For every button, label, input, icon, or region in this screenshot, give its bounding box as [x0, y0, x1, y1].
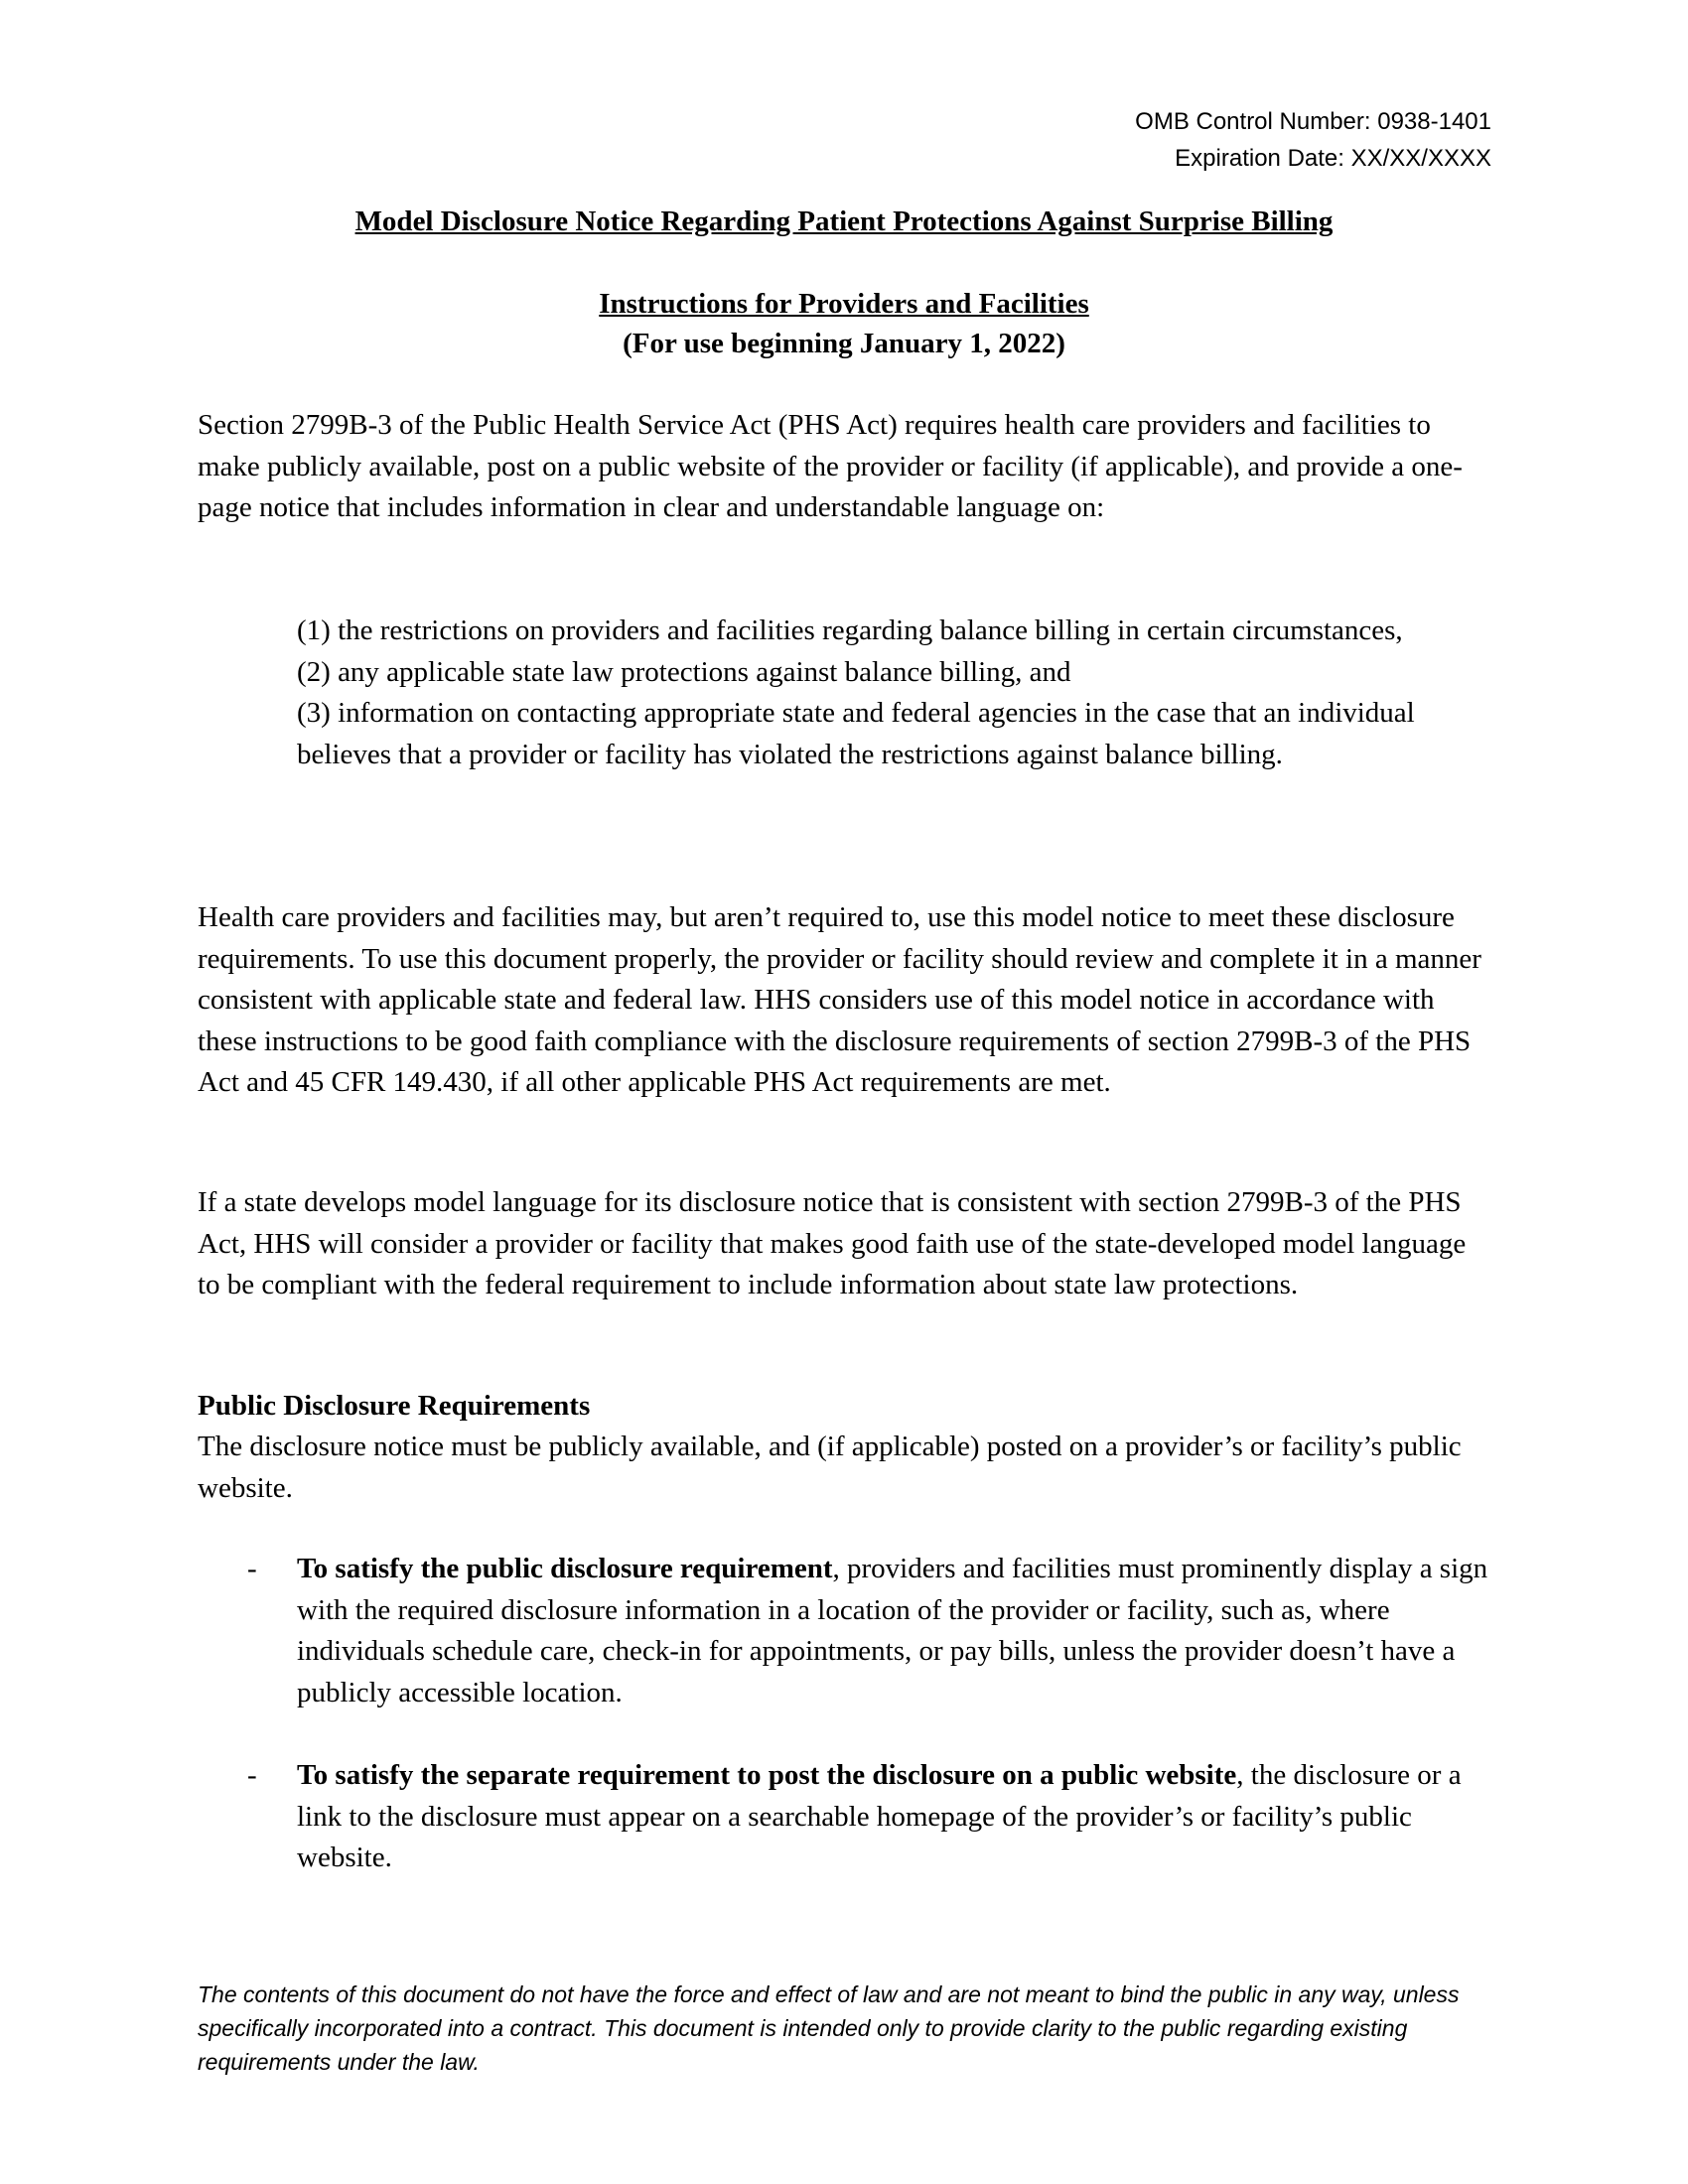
list-item: (2) any applicable state law protections against balance billing, and	[297, 655, 1071, 688]
bullet-dash: -	[247, 1553, 257, 1584]
bullet-dash: -	[247, 1759, 257, 1791]
list-item: (3) information on contacting appropriate state and federal agencies in the case that an individual believes that a provider or facility has violated the restrictions against balance billing.	[297, 697, 1415, 770]
bullet-bold-text: To satisfy the separate requirement to post the disclosure on a public website	[297, 1759, 1237, 1791]
document-subtitle	[0, 284, 1688, 363]
list-item: (1) the restrictions on providers and facilities regarding balance billing in certain circumstances,	[297, 614, 1403, 646]
section-body: The disclosure notice must be publicly available, and (if applicable) posted on a provider’s or facility’s public website.	[198, 1431, 1462, 1504]
bullet-bold-text: To satisfy the public disclosure requirement	[297, 1553, 833, 1584]
expiration-date: Expiration Date: XX/XX/XXXX	[1175, 145, 1491, 172]
subtitle-date: (For use beginning January 1, 2022)	[623, 328, 1065, 359]
omb-control-number: OMB Control Number: 0938-1401	[1135, 108, 1491, 135]
intro-paragraph: Section 2799B-3 of the Public Health Service Act (PHS Act) requires health care providers and facilities to make publicly available, post on a public website of the provider or facility (if applicable), and provide a one-page notice that includes information in clear and understandable language on:	[198, 409, 1463, 523]
state-language-paragraph: If a state develops model language for its disclosure notice that is consistent with section 2799B-3 of the PHS Act, HHS will consider a provider or facility that makes good faith use of the state-developed model language to be compliant with the federal requirement to include information about state law protections.	[198, 1186, 1467, 1300]
model-notice-paragraph: Health care providers and facilities may, but aren’t required to, use this model notice to meet these disclosure requirements. To use this document properly, the provider or facility should review and complete it in a manner consistent with applicable state and federal law. HHS considers use of this model notice in accordance with these instructions to be good faith compliance with the disclosure requirements of section 2799B-3 of the PHS Act and 45 CFR 149.430, if all other applicable PHS Act requirements are met.	[198, 901, 1481, 1098]
subtitle-instructions: Instructions for Providers and Facilities	[599, 288, 1089, 320]
section-heading: Public Disclosure Requirements	[198, 1390, 591, 1422]
document-title: Model Disclosure Notice Regarding Patient Protections Against Surprise Billing	[354, 205, 1334, 237]
legal-footer: The contents of this document do not have the force and effect of law and are not meant to bind the public in any way, unless specifically incorporated into a contract. This document is intended only to provide clarity to the public regarding existing requirements under the law.	[198, 1981, 1460, 2075]
requirements-list	[297, 611, 1488, 775]
bullet-text: , the disclosure or a link to the disclosure must appear on a searchable homepage of the provider’s or facility’s public website.	[297, 1759, 1462, 1873]
bullet-text: , providers and facilities must prominently display a sign with the required disclosure information in a location of the provider or facility, such as, where individuals schedule care, check-in for appointments, or pay bills, unless the provider doesn’t have a publicly accessible location.	[297, 1553, 1488, 1708]
omb-header	[1135, 103, 1491, 177]
